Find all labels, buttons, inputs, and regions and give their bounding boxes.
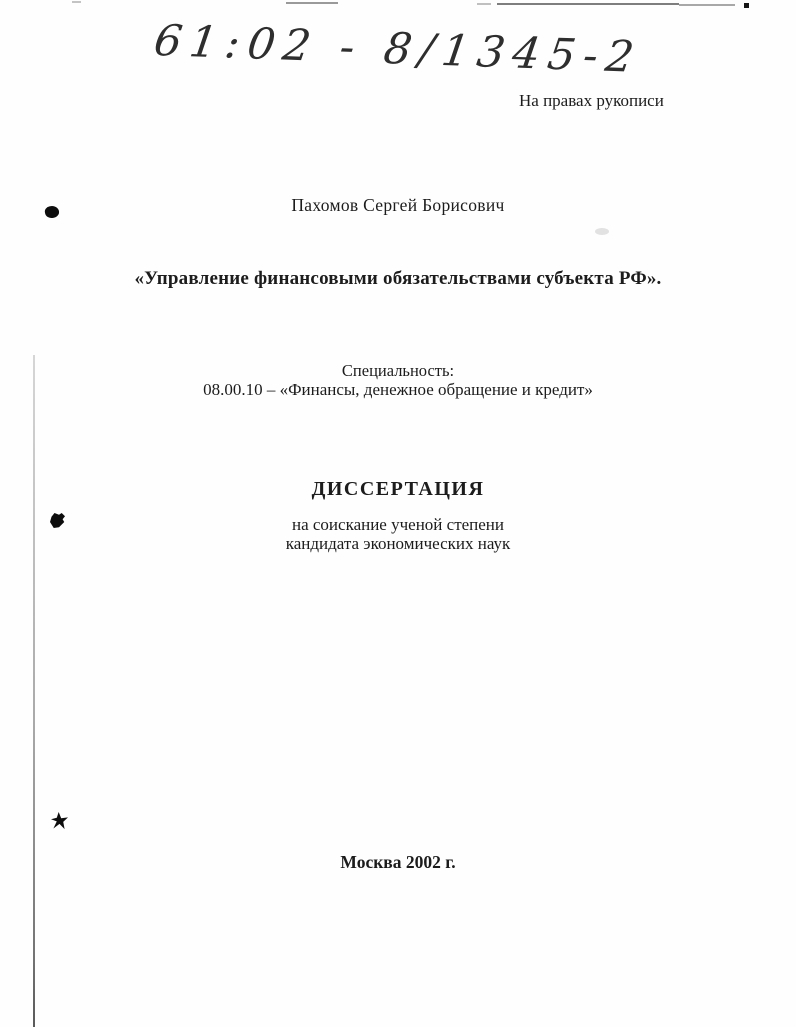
top-edge-mark-2: [286, 2, 338, 4]
handwritten-catalog-number: 61:02 - 8/1345-2: [151, 16, 645, 83]
top-edge-mark-3: [477, 3, 491, 5]
top-edge-mark-1: [72, 1, 81, 3]
degree-purpose-line: на соискание ученой степени: [291, 515, 505, 534]
specialty-label: Специальность:: [341, 361, 455, 380]
author-name: Пахомов Сергей Борисович: [291, 195, 505, 215]
degree-field-line: кандидата экономических наук: [285, 534, 511, 553]
city-year-footer: Москва 2002 г.: [340, 852, 456, 872]
dissertation-title: «Управление финансовыми обязательствами субъекта РФ».: [134, 268, 662, 289]
ink-blot-bottom: [51, 812, 68, 830]
top-edge-dot: [744, 3, 749, 8]
top-edge-mark-4: [679, 4, 735, 6]
scan-speck: [595, 228, 609, 235]
top-edge-scan-line: [497, 3, 679, 5]
left-margin-fold-line: [33, 355, 35, 1027]
manuscript-rights-note: На правах рукописи: [519, 91, 664, 110]
specialty-value: 08.00.10 – «Финансы, денежное обращение и кредит»: [203, 380, 593, 399]
document-type-heading: ДИССЕРТАЦИЯ: [311, 478, 485, 500]
